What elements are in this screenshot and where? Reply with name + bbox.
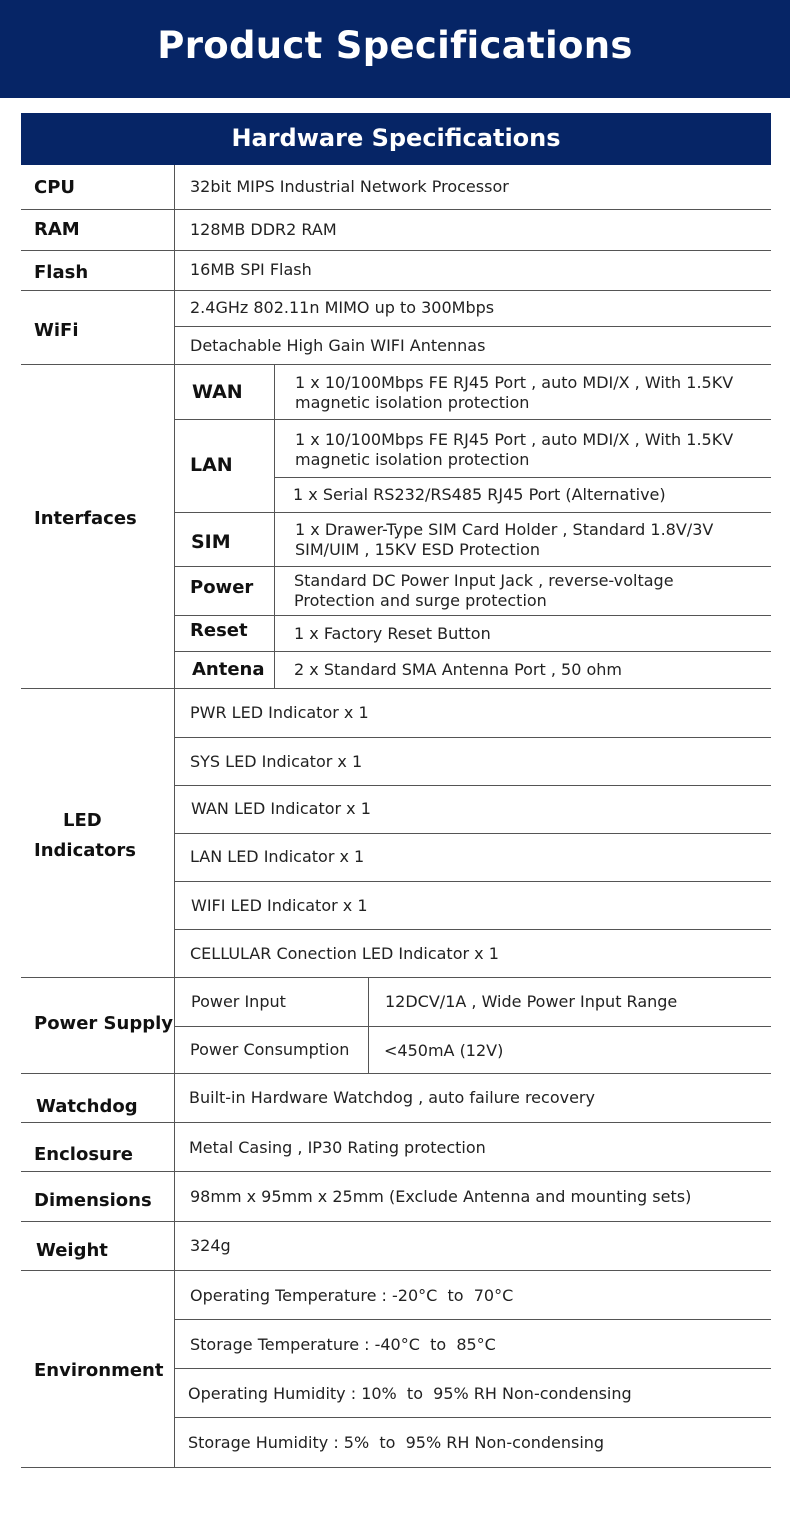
- environment-item: Storage Humidity : 5% to 95% RH Non-condensing: [188, 1433, 605, 1452]
- divider: [21, 290, 771, 291]
- lan-label: LAN: [190, 454, 233, 476]
- power-value: Protection and surge protection: [294, 591, 547, 610]
- ram-label: RAM: [34, 219, 80, 240]
- led-item: PWR LED Indicator x 1: [190, 703, 369, 722]
- power-input-value: 12DCV/1A , Wide Power Input Range: [385, 992, 678, 1011]
- divider: [174, 881, 771, 882]
- wan-label: WAN: [192, 381, 243, 403]
- flash-label: Flash: [34, 262, 89, 283]
- divider: [174, 326, 771, 327]
- lan-value: 1 x 10/100Mbps FE RJ45 Port , auto MDI/X , With 1.5KV: [295, 430, 734, 449]
- divider: [174, 512, 771, 513]
- interfaces-label: Interfaces: [34, 508, 137, 529]
- divider: [174, 785, 771, 786]
- led-item: CELLULAR Conection LED Indicator x 1: [190, 944, 499, 963]
- ram-value: 128MB DDR2 RAM: [190, 220, 337, 239]
- divider: [21, 1073, 771, 1074]
- watchdog-value: Built-in Hardware Watchdog , auto failure recovery: [189, 1088, 595, 1107]
- divider: [21, 1221, 771, 1222]
- divider: [174, 1319, 771, 1320]
- divider: [174, 833, 771, 834]
- led-item: WAN LED Indicator x 1: [191, 799, 371, 818]
- power-label: Power: [190, 577, 254, 598]
- sim-value: SIM/UIM , 15KV ESD Protection: [295, 540, 541, 559]
- environment-item: Operating Temperature : -20°C to 70°C: [190, 1286, 514, 1305]
- led-item: WIFI LED Indicator x 1: [191, 896, 368, 915]
- divider: [21, 688, 771, 689]
- divider: [21, 1270, 771, 1271]
- wifi-value: 2.4GHz 802.11n MIMO up to 300Mbps: [190, 298, 495, 317]
- divider: [174, 929, 771, 930]
- divider: [174, 1368, 771, 1369]
- wan-value: 1 x 10/100Mbps FE RJ45 Port , auto MDI/X , With 1.5KV: [295, 373, 734, 392]
- divider: [21, 250, 771, 251]
- dimensions-label: Dimensions: [34, 1190, 152, 1211]
- divider: [174, 165, 175, 1468]
- led-item: LAN LED Indicator x 1: [190, 847, 365, 866]
- wifi-value: Detachable High Gain WIFI Antennas: [190, 336, 486, 355]
- divider: [174, 566, 771, 567]
- divider: [174, 615, 771, 616]
- divider: [21, 1467, 771, 1468]
- antenna-label: Antena: [192, 659, 265, 680]
- weight-label: Weight: [36, 1240, 108, 1261]
- page-title: Product Specifications: [157, 24, 633, 67]
- divider: [174, 737, 771, 738]
- page-banner: [0, 0, 790, 98]
- lan-value: magnetic isolation protection: [295, 450, 530, 469]
- dimensions-value: 98mm x 95mm x 25mm (Exclude Antenna and mounting sets): [190, 1187, 692, 1206]
- divider: [274, 477, 771, 478]
- cpu-value: 32bit MIPS Industrial Network Processor: [190, 177, 509, 196]
- antenna-value: 2 x Standard SMA Antenna Port , 50 ohm: [294, 660, 622, 679]
- reset-value: 1 x Factory Reset Button: [294, 624, 491, 643]
- environment-label: Environment: [34, 1360, 164, 1381]
- divider: [274, 365, 275, 688]
- enclosure-label: Enclosure: [34, 1144, 133, 1165]
- power-supply-label: Power Supply: [34, 1013, 173, 1034]
- power-consumption-label: Power Consumption: [190, 1040, 350, 1059]
- power-value: Standard DC Power Input Jack , reverse-voltage: [294, 571, 674, 590]
- section-header: [21, 113, 771, 165]
- led-label: LED: [63, 810, 102, 831]
- divider: [21, 209, 771, 210]
- led-item: SYS LED Indicator x 1: [190, 752, 363, 771]
- divider: [21, 977, 771, 978]
- flash-value: 16MB SPI Flash: [190, 260, 312, 279]
- reset-label: Reset: [190, 620, 248, 641]
- cpu-label: CPU: [34, 177, 76, 198]
- divider: [174, 1417, 771, 1418]
- power-consumption-value: <450mA (12V): [384, 1041, 504, 1060]
- wan-value: magnetic isolation protection: [295, 393, 530, 412]
- environment-item: Operating Humidity : 10% to 95% RH Non-condensing: [188, 1384, 632, 1403]
- lan-serial-value: 1 x Serial RS232/RS485 RJ45 Port (Alternative): [293, 485, 666, 504]
- environment-item: Storage Temperature : -40°C to 85°C: [190, 1335, 496, 1354]
- led-label: Indicators: [34, 840, 136, 861]
- divider: [174, 1026, 771, 1027]
- weight-value: 324g: [190, 1236, 231, 1255]
- enclosure-value: Metal Casing , IP30 Rating protection: [189, 1138, 486, 1157]
- power-input-label: Power Input: [191, 992, 286, 1011]
- sim-value: 1 x Drawer-Type SIM Card Holder , Standard 1.8V/3V: [295, 520, 714, 539]
- watchdog-label: Watchdog: [36, 1096, 138, 1117]
- divider: [174, 651, 771, 652]
- sim-label: SIM: [191, 531, 231, 553]
- divider: [21, 1171, 771, 1172]
- divider: [21, 364, 771, 365]
- wifi-label: WiFi: [34, 320, 79, 341]
- divider: [21, 1122, 771, 1123]
- section-title: Hardware Specifications: [231, 124, 561, 152]
- divider: [174, 419, 771, 420]
